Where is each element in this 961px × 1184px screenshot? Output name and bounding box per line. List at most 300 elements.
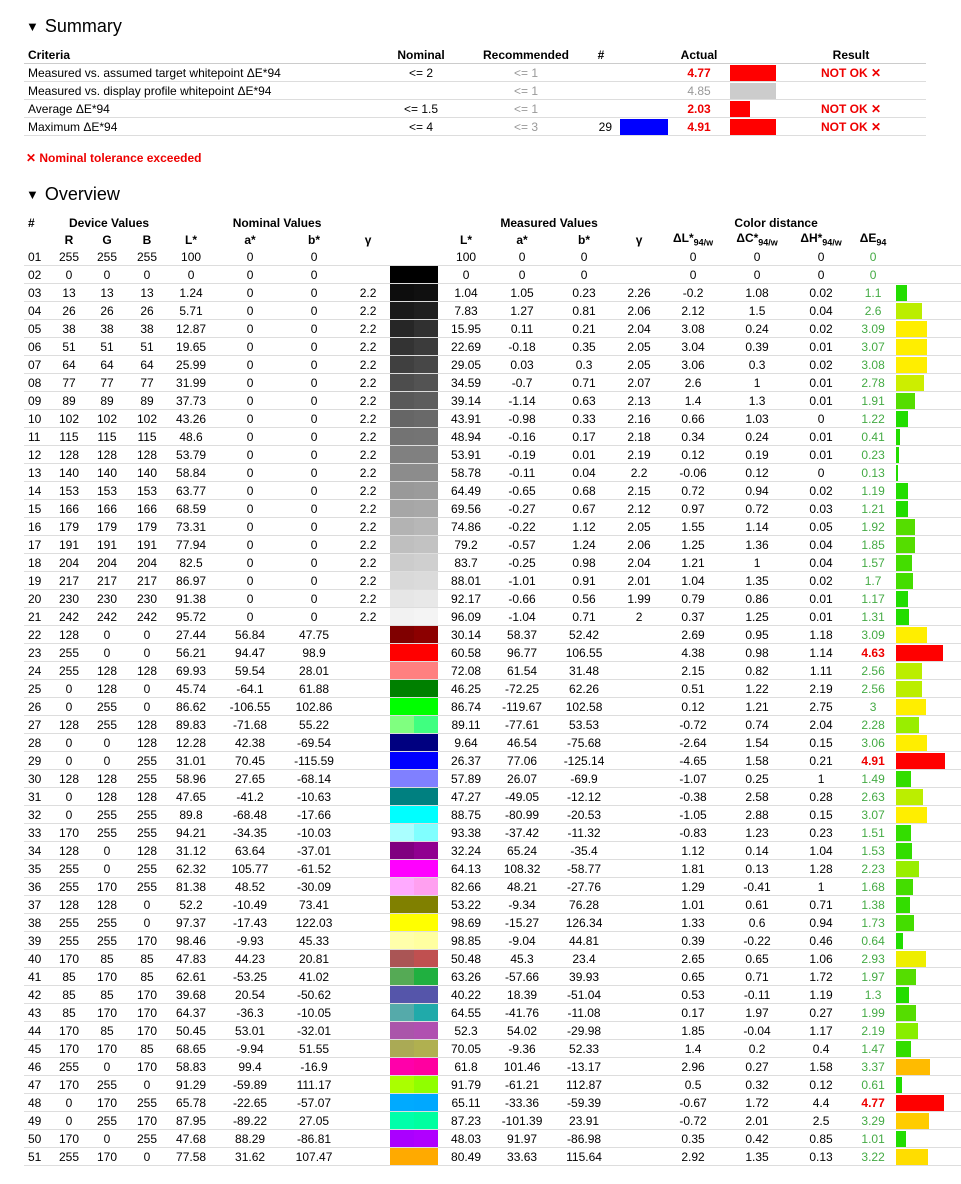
- nominal-b-cell: 0: [282, 536, 346, 554]
- measured-b-cell: 62.26: [550, 680, 618, 698]
- measured-L-cell: 79.2: [438, 536, 494, 554]
- nominal-cell: <= 2: [376, 64, 466, 82]
- device-g-cell: 0: [84, 842, 130, 860]
- nominal-b-cell: -50.62: [282, 986, 346, 1004]
- measured-gamma-cell: 2.2: [618, 464, 660, 482]
- nominal-gamma-cell: 2.2: [346, 554, 390, 572]
- nominal-gamma-cell: [346, 914, 390, 932]
- measured-a-cell: -119.67: [494, 698, 550, 716]
- measured-patch: [414, 752, 438, 770]
- delta-e-bar-cell: [892, 392, 961, 410]
- device-b-cell: 255: [130, 806, 164, 824]
- device-b-cell: 0: [130, 698, 164, 716]
- measured-a-cell: 0: [494, 248, 550, 266]
- nominal-b-cell: 0: [282, 608, 346, 626]
- device-b-cell: 255: [130, 248, 164, 266]
- delta-E-cell: 1.92: [854, 518, 892, 536]
- nominal-patch: [390, 662, 414, 680]
- device-r-cell: 0: [54, 698, 84, 716]
- color-distance-header: Color distance: [734, 215, 818, 230]
- nominal-gamma-cell: [346, 680, 390, 698]
- result-cell: NOT OK ✕: [776, 64, 926, 82]
- overview-row: [24, 932, 961, 950]
- delta-E-cell: 1.31: [854, 608, 892, 626]
- measured-patch: [414, 554, 438, 572]
- measured-gamma-cell: 2.13: [618, 392, 660, 410]
- actual-bar: [730, 119, 776, 135]
- delta-E-cell: 4.91: [854, 752, 892, 770]
- measured-a-cell: 58.37: [494, 626, 550, 644]
- delta-H-cell: 1.11: [788, 662, 854, 680]
- delta-C-cell: 1.54: [726, 734, 788, 752]
- measured-b-cell: -35.4: [550, 842, 618, 860]
- overview-row: [24, 320, 961, 338]
- num-cell: [586, 100, 616, 118]
- device-b-cell: 170: [130, 1058, 164, 1076]
- nominal-a-cell: 0: [218, 428, 282, 446]
- measured-gamma-cell: [618, 644, 660, 662]
- measured-gamma-cell: [618, 950, 660, 968]
- device-g-cell: 255: [84, 1112, 130, 1130]
- delta-L-cell: -4.65: [660, 752, 726, 770]
- row-id-cell: 27: [24, 716, 54, 734]
- device-g-cell: 128: [84, 896, 130, 914]
- measured-b-cell: 0.3: [550, 356, 618, 374]
- device-g-cell: 0: [84, 644, 130, 662]
- measured-patch: [414, 896, 438, 914]
- nominal-a-cell: -22.65: [218, 1094, 282, 1112]
- delta-L-cell: 2.69: [660, 626, 726, 644]
- measured-a-cell: -0.66: [494, 590, 550, 608]
- delta-E-cell: 1.01: [854, 1130, 892, 1148]
- delta-H-cell: 0.01: [788, 338, 854, 356]
- measured-b-cell: 0.71: [550, 608, 618, 626]
- delta-L-cell: 0.65: [660, 968, 726, 986]
- delta-C-cell: 0: [726, 248, 788, 266]
- delta-e-bar: [896, 681, 922, 697]
- summary-section-toggle[interactable]: [26, 16, 122, 37]
- nominal-L-cell: 98.46: [164, 932, 218, 950]
- delta-L-cell: -0.83: [660, 824, 726, 842]
- col-nominal-L: L*: [185, 232, 198, 247]
- measured-b-cell: 115.64: [550, 1148, 618, 1166]
- device-r-cell: 64: [54, 356, 84, 374]
- actual-cell: 4.77: [672, 64, 726, 82]
- delta-L-cell: 0.66: [660, 410, 726, 428]
- delta-e-bar: [896, 915, 914, 931]
- measured-gamma-cell: [618, 896, 660, 914]
- nominal-L-cell: 73.31: [164, 518, 218, 536]
- device-r-cell: 204: [54, 554, 84, 572]
- overview-row: [24, 248, 961, 266]
- measured-a-cell: 0: [494, 266, 550, 284]
- delta-L-cell: 2.92: [660, 1148, 726, 1166]
- col-index: #: [28, 215, 35, 230]
- nominal-a-cell: 59.54: [218, 662, 282, 680]
- device-b-cell: 85: [130, 950, 164, 968]
- recommended-cell: <= 3: [466, 118, 586, 136]
- overview-row: [24, 644, 961, 662]
- delta-L-cell: 1.4: [660, 392, 726, 410]
- measured-patch: [414, 680, 438, 698]
- overview-row: [24, 392, 961, 410]
- delta-E-cell: 0.13: [854, 464, 892, 482]
- overview-row: [24, 284, 961, 302]
- delta-e-bar: [896, 285, 907, 301]
- delta-e-bar: [896, 735, 927, 751]
- delta-e-bar: [896, 951, 926, 967]
- measured-L-cell: 72.08: [438, 662, 494, 680]
- delta-e-bar-cell: [892, 320, 961, 338]
- measured-L-cell: 34.59: [438, 374, 494, 392]
- delta-L-cell: -2.64: [660, 734, 726, 752]
- delta-H-cell: 0.15: [788, 806, 854, 824]
- nominal-patch: [390, 1112, 414, 1130]
- nominal-L-cell: 65.78: [164, 1094, 218, 1112]
- row-id-cell: 38: [24, 914, 54, 932]
- delta-H-cell: 0.13: [788, 1148, 854, 1166]
- delta-C-cell: 0.24: [726, 320, 788, 338]
- overview-row: [24, 608, 961, 626]
- overview-row: [24, 1148, 961, 1166]
- measured-patch: [414, 806, 438, 824]
- nominal-a-cell: 0: [218, 500, 282, 518]
- device-r-cell: 115: [54, 428, 84, 446]
- device-r-cell: 0: [54, 266, 84, 284]
- num-swatch-cell: [616, 82, 672, 100]
- delta-C-cell: 0.27: [726, 1058, 788, 1076]
- measured-patch: [414, 392, 438, 410]
- actual-bar-cell: [726, 82, 776, 100]
- device-b-cell: 115: [130, 428, 164, 446]
- delta-e-bar: [896, 429, 900, 445]
- actual-bar: [730, 65, 776, 81]
- device-g-cell: 128: [84, 446, 130, 464]
- nominal-b-cell: 0: [282, 302, 346, 320]
- nominal-L-cell: 31.12: [164, 842, 218, 860]
- delta-C-cell: 0.82: [726, 662, 788, 680]
- measured-a-cell: -0.22: [494, 518, 550, 536]
- nominal-gamma-cell: [346, 986, 390, 1004]
- nominal-cell: <= 1.5: [376, 100, 466, 118]
- nominal-L-cell: 100: [164, 248, 218, 266]
- device-r-cell: 13: [54, 284, 84, 302]
- overview-row: [24, 986, 961, 1004]
- device-r-cell: 128: [54, 896, 84, 914]
- nominal-L-cell: 25.99: [164, 356, 218, 374]
- overview-row: [24, 824, 961, 842]
- delta-e-bar-cell: [892, 968, 961, 986]
- delta-e-bar-cell: [892, 1058, 961, 1076]
- measured-b-cell: -27.76: [550, 878, 618, 896]
- nominal-gamma-cell: 2.2: [346, 464, 390, 482]
- delta-L-cell: 1.55: [660, 518, 726, 536]
- nominal-L-cell: 43.26: [164, 410, 218, 428]
- overview-row: [24, 860, 961, 878]
- delta-e-bar-cell: [892, 1112, 961, 1130]
- measured-b-cell: 112.87: [550, 1076, 618, 1094]
- delta-C-cell: 1.35: [726, 1148, 788, 1166]
- nominal-b-cell: -61.52: [282, 860, 346, 878]
- nominal-patch: [390, 698, 414, 716]
- delta-e-bar-cell: [892, 554, 961, 572]
- overview-row: [24, 464, 961, 482]
- delta-L-cell: 0.72: [660, 482, 726, 500]
- device-g-cell: 255: [84, 806, 130, 824]
- measured-a-cell: -61.21: [494, 1076, 550, 1094]
- delta-E-cell: 4.77: [854, 1094, 892, 1112]
- measured-b-cell: 0.04: [550, 464, 618, 482]
- row-id-cell: 23: [24, 644, 54, 662]
- delta-C-cell: 0.98: [726, 644, 788, 662]
- delta-e-bar-cell: [892, 1022, 961, 1040]
- device-r-cell: 191: [54, 536, 84, 554]
- measured-patch: [414, 1148, 438, 1166]
- measured-L-cell: 30.14: [438, 626, 494, 644]
- measured-b-cell: 0.91: [550, 572, 618, 590]
- nominal-b-cell: -32.01: [282, 1022, 346, 1040]
- row-id-cell: 45: [24, 1040, 54, 1058]
- row-id-cell: 34: [24, 842, 54, 860]
- device-r-cell: 26: [54, 302, 84, 320]
- delta-e-bar-cell: [892, 986, 961, 1004]
- nominal-a-cell: -34.35: [218, 824, 282, 842]
- measured-a-cell: -0.11: [494, 464, 550, 482]
- nominal-patch: [390, 1148, 414, 1166]
- measured-a-cell: -15.27: [494, 914, 550, 932]
- measured-patch: [414, 1094, 438, 1112]
- device-b-cell: 255: [130, 770, 164, 788]
- delta-H-cell: 1.72: [788, 968, 854, 986]
- row-id-cell: 40: [24, 950, 54, 968]
- measured-gamma-cell: [618, 878, 660, 896]
- measured-b-cell: 1.12: [550, 518, 618, 536]
- delta-E-cell: 1.38: [854, 896, 892, 914]
- measured-b-cell: -12.12: [550, 788, 618, 806]
- measured-patch: [414, 932, 438, 950]
- measured-gamma-cell: 2.15: [618, 482, 660, 500]
- measured-a-cell: 18.39: [494, 986, 550, 1004]
- delta-E-cell: 0.41: [854, 428, 892, 446]
- measured-patch: [414, 842, 438, 860]
- delta-e-bar-cell: [892, 824, 961, 842]
- row-id-cell: 32: [24, 806, 54, 824]
- delta-H-cell: 0.02: [788, 356, 854, 374]
- col-actual: Actual: [672, 46, 726, 64]
- col-recommended: Recommended: [466, 46, 586, 64]
- delta-e-bar-cell: [892, 644, 961, 662]
- measured-patch: [414, 698, 438, 716]
- nominal-a-cell: 105.77: [218, 860, 282, 878]
- measured-L-cell: 98.69: [438, 914, 494, 932]
- delta-C-cell: 1.35: [726, 572, 788, 590]
- actual-bar: [730, 101, 750, 117]
- measured-L-cell: 48.03: [438, 1130, 494, 1148]
- delta-C-cell: 1.97: [726, 1004, 788, 1022]
- device-g-cell: 0: [84, 752, 130, 770]
- measured-L-cell: 26.37: [438, 752, 494, 770]
- delta-e-bar-cell: [892, 1076, 961, 1094]
- nominal-gamma-cell: 2.2: [346, 608, 390, 626]
- nominal-gamma-cell: 2.2: [346, 410, 390, 428]
- nominal-patch: [390, 644, 414, 662]
- row-id-cell: 44: [24, 1022, 54, 1040]
- nominal-b-cell: 0: [282, 284, 346, 302]
- nominal-patch: [390, 248, 414, 266]
- overview-row: [24, 842, 961, 860]
- nominal-gamma-cell: 2.2: [346, 302, 390, 320]
- nominal-patch: [390, 554, 414, 572]
- delta-e-bar: [896, 843, 912, 859]
- nominal-L-cell: 87.95: [164, 1112, 218, 1130]
- measured-gamma-cell: [618, 1148, 660, 1166]
- nominal-L-cell: 89.8: [164, 806, 218, 824]
- measured-patch: [414, 824, 438, 842]
- measured-b-cell: 1.24: [550, 536, 618, 554]
- nominal-patch: [390, 608, 414, 626]
- overview-row: [24, 446, 961, 464]
- nominal-a-cell: -106.55: [218, 698, 282, 716]
- delta-E-cell: 1.53: [854, 842, 892, 860]
- delta-e-bar-cell: [892, 356, 961, 374]
- overview-row: [24, 302, 961, 320]
- delta-e-bar-cell: [892, 896, 961, 914]
- nominal-gamma-cell: [346, 878, 390, 896]
- measured-b-cell: -11.08: [550, 1004, 618, 1022]
- nominal-gamma-cell: [346, 644, 390, 662]
- nominal-b-cell: 0: [282, 518, 346, 536]
- delta-L-cell: -0.72: [660, 1112, 726, 1130]
- delta-C-cell: -0.41: [726, 878, 788, 896]
- delta-H-cell: 0.01: [788, 374, 854, 392]
- measured-gamma-cell: [618, 716, 660, 734]
- measured-gamma-cell: 2.06: [618, 302, 660, 320]
- measured-gamma-cell: [618, 806, 660, 824]
- measured-patch: [414, 1076, 438, 1094]
- delta-H-cell: 0: [788, 410, 854, 428]
- device-g-cell: 85: [84, 1022, 130, 1040]
- measured-a-cell: 33.63: [494, 1148, 550, 1166]
- delta-C-cell: 1.72: [726, 1094, 788, 1112]
- row-id-cell: 26: [24, 698, 54, 716]
- nominal-patch: [390, 788, 414, 806]
- device-b-cell: 255: [130, 752, 164, 770]
- nominal-patch: [390, 626, 414, 644]
- delta-H-cell: 4.4: [788, 1094, 854, 1112]
- delta-E-cell: 1.91: [854, 392, 892, 410]
- device-values-header: Device Values: [68, 215, 150, 230]
- device-b-cell: 0: [130, 914, 164, 932]
- delta-e-bar: [896, 1059, 930, 1075]
- nominal-L-cell: 1.24: [164, 284, 218, 302]
- criteria-cell: Measured vs. display profile whitepoint ΔE*94: [24, 82, 376, 100]
- row-id-cell: 48: [24, 1094, 54, 1112]
- actual-cell: 4.85: [672, 82, 726, 100]
- nominal-a-cell: 0: [218, 572, 282, 590]
- nominal-b-cell: -69.54: [282, 734, 346, 752]
- measured-patch: [414, 860, 438, 878]
- delta-e-bar: [896, 1005, 916, 1021]
- delta-H-cell: 1.28: [788, 860, 854, 878]
- nominal-a-cell: 53.01: [218, 1022, 282, 1040]
- delta-L-cell: 0.35: [660, 1130, 726, 1148]
- nominal-L-cell: 27.44: [164, 626, 218, 644]
- measured-patch: [414, 1022, 438, 1040]
- device-r-cell: 166: [54, 500, 84, 518]
- measured-b-cell: 0.35: [550, 338, 618, 356]
- delta-e-bar: [896, 375, 924, 391]
- delta-H-cell: 2.5: [788, 1112, 854, 1130]
- device-r-cell: 0: [54, 734, 84, 752]
- measured-a-cell: -9.36: [494, 1040, 550, 1058]
- overview-row: [24, 356, 961, 374]
- measured-gamma-cell: [618, 824, 660, 842]
- delta-L-cell: 0.37: [660, 608, 726, 626]
- nominal-L-cell: 97.37: [164, 914, 218, 932]
- delta-H-cell: 0: [788, 248, 854, 266]
- measured-patch: [414, 788, 438, 806]
- row-id-cell: 07: [24, 356, 54, 374]
- nominal-patch: [390, 428, 414, 446]
- nominal-gamma-cell: 2.2: [346, 500, 390, 518]
- device-b-cell: 170: [130, 1112, 164, 1130]
- nominal-patch: [390, 374, 414, 392]
- nominal-gamma-cell: [346, 248, 390, 266]
- nominal-a-cell: 0: [218, 518, 282, 536]
- overview-row: [24, 572, 961, 590]
- actual-cell: 4.91: [672, 118, 726, 136]
- delta-e-bar: [896, 465, 898, 481]
- nominal-gamma-cell: 2.2: [346, 446, 390, 464]
- row-id-cell: 22: [24, 626, 54, 644]
- overview-row: [24, 680, 961, 698]
- measured-a-cell: 46.54: [494, 734, 550, 752]
- measured-L-cell: 91.79: [438, 1076, 494, 1094]
- delta-L-cell: 3.04: [660, 338, 726, 356]
- delta-C-cell: 1.58: [726, 752, 788, 770]
- nominal-b-cell: -30.09: [282, 878, 346, 896]
- overview-section-toggle[interactable]: [26, 184, 120, 205]
- row-id-cell: 14: [24, 482, 54, 500]
- nominal-gamma-cell: [346, 1112, 390, 1130]
- delta-E-cell: 1.85: [854, 536, 892, 554]
- delta-e-bar: [896, 501, 908, 517]
- measured-L-cell: 89.11: [438, 716, 494, 734]
- delta-e-bar-cell: [892, 878, 961, 896]
- nominal-L-cell: 68.65: [164, 1040, 218, 1058]
- nominal-b-cell: 0: [282, 320, 346, 338]
- nominal-b-cell: 0: [282, 572, 346, 590]
- measured-patch: [414, 878, 438, 896]
- measured-a-cell: -9.34: [494, 896, 550, 914]
- nominal-a-cell: -9.94: [218, 1040, 282, 1058]
- nominal-L-cell: 69.93: [164, 662, 218, 680]
- device-b-cell: 26: [130, 302, 164, 320]
- measured-patch: [414, 986, 438, 1004]
- nominal-patch: [390, 446, 414, 464]
- nominal-patch: [390, 266, 414, 284]
- nominal-a-cell: 0: [218, 320, 282, 338]
- delta-e-bar-cell: [892, 446, 961, 464]
- delta-e-bar-cell: [892, 662, 961, 680]
- nominal-L-cell: 52.2: [164, 896, 218, 914]
- delta-e-bar: [896, 357, 927, 373]
- measured-gamma-cell: [618, 968, 660, 986]
- device-g-cell: 170: [84, 878, 130, 896]
- nominal-patch: [390, 842, 414, 860]
- delta-e-bar-cell: [892, 374, 961, 392]
- delta-e-bar: [896, 609, 909, 625]
